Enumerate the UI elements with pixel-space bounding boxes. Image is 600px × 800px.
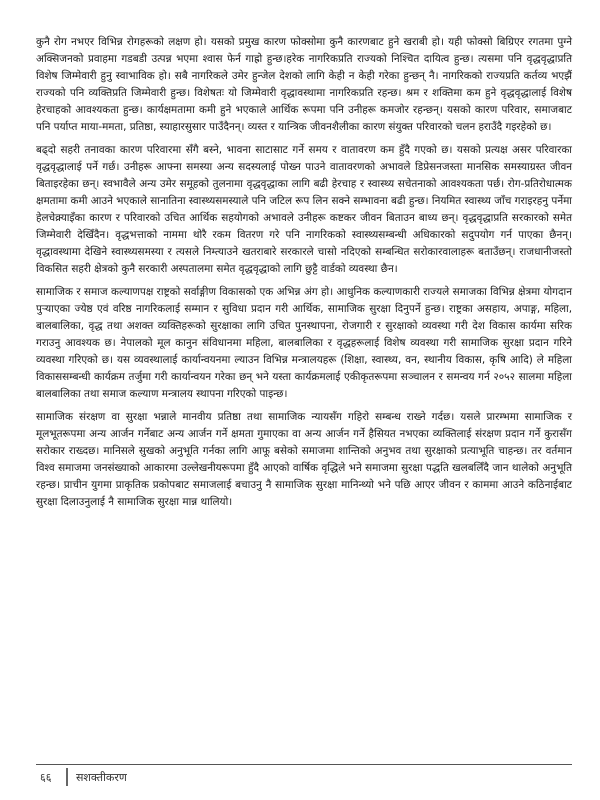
paragraph-4: सामाजिक संरक्षण वा सुरक्षा भन्नाले मानवीय प्रतिष्ठा तथा सामाजिक न्यायसँग गहिरो सम्बन्ध राख्ने गर्दछ। यसले प्रारम्भमा सामाजिक र मूलभूतरूपमा अन्य आर्जन गर्नेबाट अन्य आर्जन गर्ने क्षमता गुमाएका वा अन्य आर्जन गर्ने हैसियत नभएका व्यक्तिलाई संरक्षण प्रदान गर्ने कुरासँग सरोकार राख्दछ। मानिसले सुखको अनुभूति गर्नका लागि आफू बसेको समाजमा शान्तिको अनुभव तथा सुरक्षाको प्रत्याभूति चाहन्छ। तर वर्तमान विश्व समाजमा जनसंख्याको आकारमा उल्लेखनीयरूपमा हुँदै आएको वार्षिक वृद्धिले भने समाजमा सुरक्षा पद्धति खलबलिँदै जान थालेको अनुभूति रहन्छ। प्राचीन युगमा प्राकृतिक प्रकोपबाट समाजलाई बचाउनु नै सामाजिक सुरक्षा मानिन्थ्यो भने पछि आएर जीवन र काममा आउने कठिनाईबाट सुरक्षा दिलाउनुलाई नै सामाजिक सुरक्षा मान्न थालियो। (36, 411, 572, 508)
paragraph-1: कुनै रोग नभएर विभिन्न रोगहरूको लक्षण हो। यसको प्रमुख कारण फोक्सोमा कुनै कारणबाट हुने खराबी हो। यही फोक्सो बिग्रिएर रगतमा पुग्ने अक्सिजनको प्रवाहमा गडबडी उत्पन्न भएमा श्वास फेर्न गाह्रो हुन्छ।हरेक नागरिकप्रति राज्यको निश्चित दायित्व हुन्छ। त्यसमा पनि वृद्धवृद्धाप्रति विशेष जिम्मेवारी हुनु स्वाभाविक हो। सबै नागरिकले उमेर हुन्जेल देशको लागि केही न केही गरेका हुन्छन् नै। नागरिकको राज्यप्रति कर्तव्य भएझैं राज्यको पनि व्यक्तिप्रति जिम्मेवारी हुन्छ। विशेषतः यो जिम्मेवारी वृद्धावस्थामा नागरिकप्रति रहन्छ। श्रम र शक्तिमा कम हुने वृद्धवृद्धालाई विशेष हेरचाहको आवश्यकता हुन्छ। कार्यक्षमतामा कमी हुने भएकाले आर्थिक रूपमा पनि उनीहरू कमजोर रहन्छन्। यसको कारण परिवार, समाजबाट पनि पर्याप्त माया-ममता, प्रतिष्ठा, स्याहारसुसार पाउँदैनन्। व्यस्त र यान्त्रिक जीवनशैलीका कारण संयुक्त परिवारको चलन हराउँदै गइरहेको छ। (36, 36, 572, 133)
paragraph-3: सामाजिक र समाज कल्याणपक्ष राष्ट्रको सर्वाङ्गीण विकासको एक अभिन्न अंग हो। आधुनिक कल्याणकारी राज्यले समाजका विभिन्न क्षेत्रमा योगदान पुऱ्याएका ज्येष्ठ एवं वरिष्ठ नागरिकलाई सम्मान र सुविधा प्रदान गरी आर्थिक, सामाजिक सुरक्षा दिनुपर्ने हुन्छ। राष्ट्रका असहाय, अपाङ्ग, महिला, बालबालिका, वृद्ध तथा अशक्त व्यक्तिहरूको सुरक्षाका लागि उचित पुनस्थापना, रोजगारी र सुरक्षाको व्यवस्था गरी देश विकास कार्यमा सरिक गराउनु आवश्यक छ। नेपालको मूल कानुन संविधानमा महिला, बालबालिका र वृद्धहरूलाई विशेष व्यवस्था गरी सामाजिक सुरक्षा प्रदान गरिने व्यवस्था गरिएको छ। यस व्यवस्थालाई कार्यान्वयनमा ल्याउन विभिन्न मन्त्रालयहरू (शिक्षा, स्वास्थ्य, वन, स्थानीय विकास, कृषि आदि) ले महिला विकाससम्बन्धी कार्यक्रम तर्जुमा गरी कार्यान्वयन गरेका छन् भने यस्ता कार्यक्रमलाई एकीकृतरूपमा सञ्चालन र समन्वय गर्न २०५२ सालमा महिला बालबालिका तथा समाज कल्याण मन्त्रालय स्थापना गरिएको पाइन्छ। (36, 286, 572, 400)
body-text (36, 34, 572, 517)
page-number: ६६ (40, 771, 52, 784)
running-head: सशक्तीकरण (76, 771, 127, 784)
footer-separator (66, 768, 68, 786)
paragraph-2: बढ्दो सहरी तनावका कारण परिवारमा सँगै बस्ने, भावना साटासाट गर्ने समय र वातावरण कम हुँदै गएको छ। यसको प्रत्यक्ष असर परिवारका वृद्धवृद्धालाई पर्ने गर्छ। उनीहरू आफ्ना समस्या अन्य सदस्यलाई पोख्न पाउने वातावरणको अभावले डिप्रेसनजस्ता मानसिक समस्याग्रस्त जीवन बिताइरहेका छन्। स्वभावैले अन्य उमेर समूहको तुलनामा वृद्धवृद्धाका लागि बढी हेरचाह र स्वास्थ्य सचेतनाको आवश्यकता पर्छ। रोग-प्रतिरोधात्मक क्षमतामा कमी आउने भएकाले सानातिना स्वास्थ्यसमस्याले पनि जटिल रूप लिन सक्ने सम्भावना बढी हुन्छ। नियमित स्वास्थ्य जाँच गराइरहनु पर्नेमा हेलचेक्र्याइँका कारण र परिवारको उचित आर्थिक सहयोगको अभावले उनीहरू कष्टकर जीवन बिताउन बाध्य छन्। वृद्धवृद्धाप्रति सरकारको समेत जिम्मेवारी देखिँदैन। वृद्धभत्ताको नाममा थोरै रकम वितरण गरे पनि नागरिकको स्वास्थ्यसम्बन्धी अधिकारको सदुपयोग गर्न पाएका छैनन्। वृद्धावस्थामा देखिने स्वास्थ्यसमस्या र त्यसले निम्त्याउने खतराबारे सरकारले चासो नदिएको सम्बन्धित सरोकारवालाहरू बताउँछन्। राजधानीजस्तो विकसित सहरी क्षेत्रको कुनै सरकारी अस्पतालमा समेत वृद्धवृद्धाको लागि छुट्टै वार्डको व्यवस्था छैन। (36, 144, 572, 275)
footer-rule (36, 764, 572, 765)
